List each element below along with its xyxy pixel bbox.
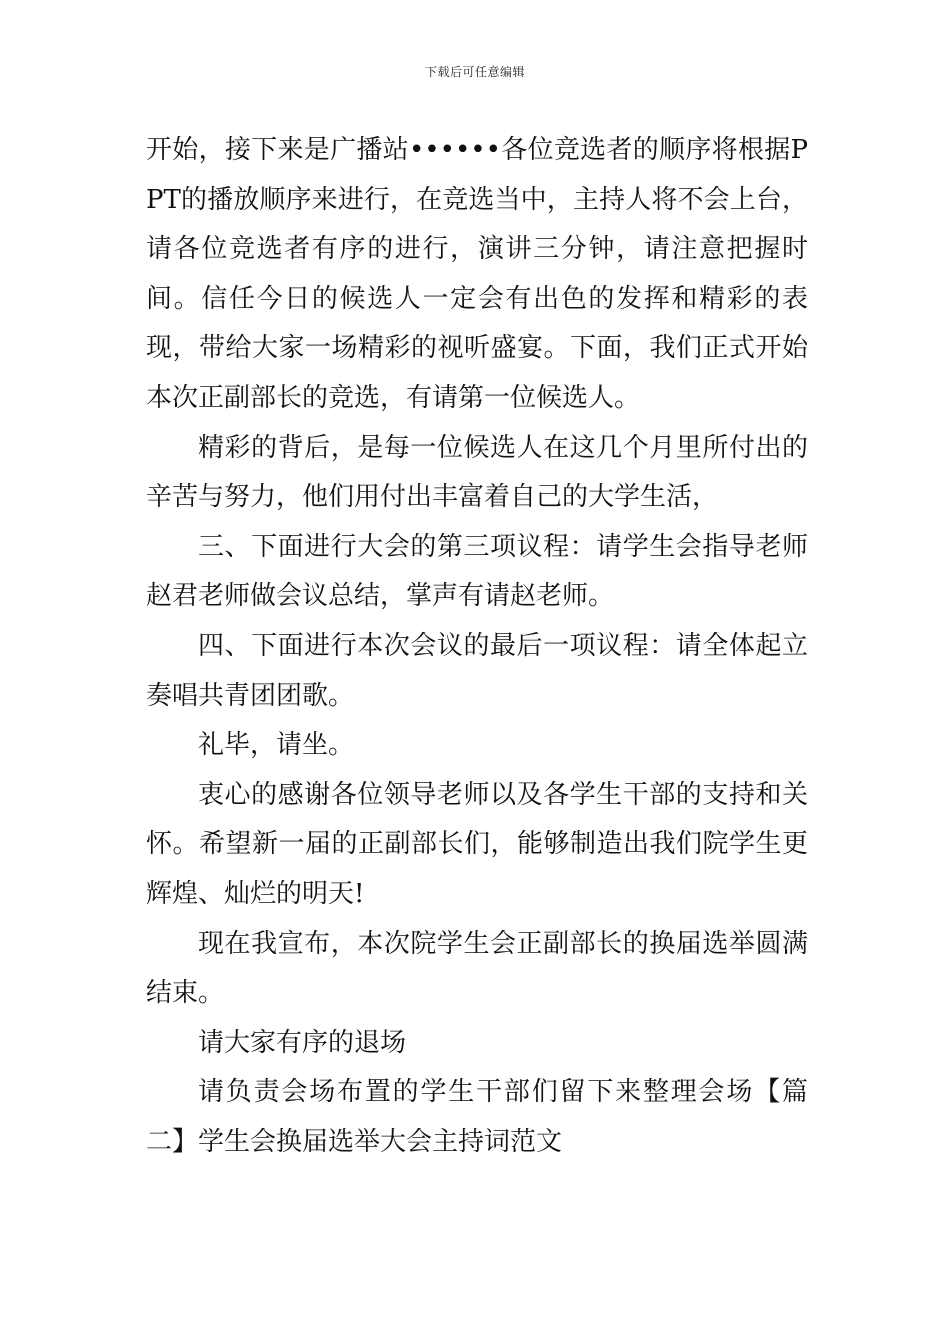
paragraph: 礼毕，请坐。 [198, 730, 355, 761]
paragraph: 开始，接下来是广播站••••••各位竞选者的顺序将根据PPT的播放顺序来进行，在竞选当中，主持人将不会上台，请各位竞选者有序的进行，演讲三分钟，请注意把握时间。信任今日的候选人一定会有出色的发挥和精彩的表现，带给大家一场精彩的视听盛宴。下面，我们正式开始本次正副部长的竞选，有请第一位候选人。 [146, 135, 808, 413]
paragraph: 四、下面进行本次会议的最后一项议程：请全体起立奏唱共青团团歌。 [146, 630, 808, 711]
paragraph: 请大家有序的退场 [198, 1027, 407, 1058]
paragraph: 精彩的背后，是每一位候选人在这几个月里所付出的辛苦与努力，他们用付出丰富着自己的大学生活， [146, 432, 808, 513]
paragraph: 衷心的感谢各位领导老师以及各学生干部的支持和关怀。希望新一届的正副部长们，能够制造出我们院学生更辉煌、灿烂的明天! [146, 779, 808, 909]
paragraph: 请负责会场布置的学生干部们留下来整理会场【篇二】学生会换届选举大会主持词范文 [146, 1077, 808, 1157]
page-header: 下载后可任意编辑 [424, 65, 525, 79]
document-body [146, 126, 808, 1167]
paragraph: 三、下面进行大会的第三项议程：请学生会指导老师赵君老师做会议总结，掌声有请赵老师。 [146, 531, 808, 612]
paragraph: 现在我宣布，本次院学生会正副部长的换届选举圆满结束。 [146, 928, 808, 1009]
